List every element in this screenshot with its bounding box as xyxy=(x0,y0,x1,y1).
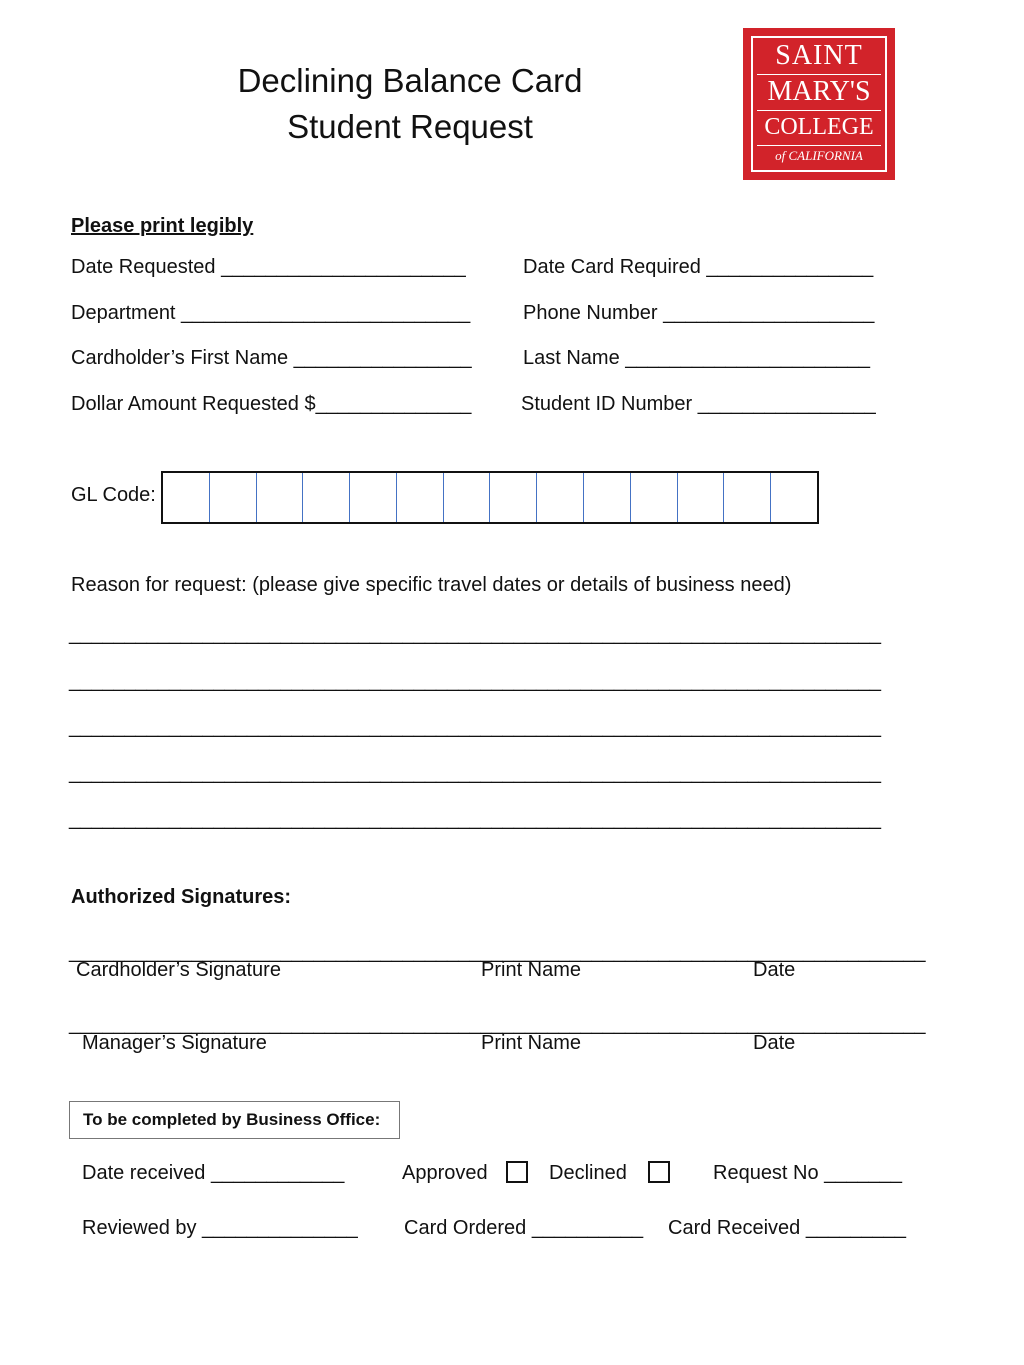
date-received-field[interactable]: Date received ____________ xyxy=(82,1162,345,1184)
business-office-heading: To be completed by Business Office: xyxy=(83,1110,381,1129)
gl-code-cell[interactable] xyxy=(350,473,397,522)
date-label: Date xyxy=(753,1032,796,1054)
gl-code-cell[interactable] xyxy=(397,473,444,522)
gl-code-label: GL Code: xyxy=(71,484,156,506)
logo-text-saint: SAINT xyxy=(775,40,863,71)
print-name-label: Print Name xyxy=(481,959,582,981)
reason-line[interactable]: _________________________________________________________________________ xyxy=(69,670,881,692)
gl-code-cell[interactable] xyxy=(724,473,771,522)
card-received-field[interactable]: Card Received _________ xyxy=(668,1217,906,1239)
gl-code-cell[interactable] xyxy=(490,473,537,522)
page-subtitle: Student Request xyxy=(287,108,533,145)
gl-code-cell[interactable] xyxy=(444,473,491,522)
approved-label: Approved xyxy=(402,1162,488,1184)
dollar-amount-field[interactable]: Dollar Amount Requested $______________ xyxy=(71,393,472,415)
manager-signature-label: Manager’s Signature xyxy=(82,1032,267,1054)
date-card-required-field[interactable]: Date Card Required _______________ xyxy=(523,256,874,278)
gl-code-cell[interactable] xyxy=(678,473,725,522)
gl-code-cell[interactable] xyxy=(303,473,350,522)
reason-label: Reason for request: (please give specific travel dates or details of business need) xyxy=(71,574,792,596)
request-no-field[interactable]: Request No _______ xyxy=(713,1162,903,1184)
student-id-field[interactable]: Student ID Number ________________ xyxy=(521,393,876,415)
first-name-field[interactable]: Cardholder’s First Name ________________ xyxy=(71,347,472,369)
logo-text-california: of CALIFORNIA xyxy=(775,148,863,163)
reason-line[interactable]: _________________________________________________________________________ xyxy=(69,716,881,738)
gl-code-cell[interactable] xyxy=(257,473,304,522)
signatures-heading: Authorized Signatures: xyxy=(71,886,292,908)
logo-rule xyxy=(757,110,881,111)
logo-text-college: COLLEGE xyxy=(764,114,874,140)
reason-line[interactable]: _________________________________________________________________________ xyxy=(69,762,881,784)
declined-label: Declined xyxy=(549,1162,627,1184)
date-requested-field[interactable]: Date Requested ______________________ xyxy=(71,256,466,278)
last-name-field[interactable]: Last Name ______________________ xyxy=(523,347,870,369)
gl-code-cell[interactable] xyxy=(771,473,817,522)
cardholder-signature-label: Cardholder’s Signature xyxy=(76,959,281,981)
approved-checkbox[interactable] xyxy=(506,1161,528,1183)
gl-code-cell[interactable] xyxy=(584,473,631,522)
declined-checkbox[interactable] xyxy=(648,1161,670,1183)
date-label: Date xyxy=(753,959,796,981)
business-office-box xyxy=(69,1101,400,1139)
logo-rule xyxy=(757,145,881,146)
print-notice: Please print legibly xyxy=(71,215,254,237)
card-ordered-field[interactable]: Card Ordered __________ xyxy=(404,1217,644,1239)
cardholder-signature-line[interactable]: _____________________________________________________________________________ xyxy=(69,941,926,963)
logo-rule xyxy=(757,74,881,75)
department-field[interactable]: Department __________________________ xyxy=(71,302,471,324)
reason-line[interactable]: _________________________________________________________________________ xyxy=(69,623,881,645)
reason-line[interactable]: _________________________________________________________________________ xyxy=(69,808,881,830)
gl-code-grid[interactable] xyxy=(161,471,819,524)
manager-signature-line[interactable]: _____________________________________________________________________________ xyxy=(69,1013,926,1035)
reviewed-by-field[interactable]: Reviewed by ______________ xyxy=(82,1217,358,1239)
print-name-label: Print Name xyxy=(481,1032,582,1054)
gl-code-cell[interactable] xyxy=(537,473,584,522)
college-logo xyxy=(743,28,895,180)
page-title: Declining Balance Card xyxy=(237,62,583,99)
gl-code-cell[interactable] xyxy=(163,473,210,522)
gl-code-cell[interactable] xyxy=(631,473,678,522)
phone-number-field[interactable]: Phone Number ___________________ xyxy=(523,302,875,324)
logo-text-marys: MARY'S xyxy=(767,76,871,107)
gl-code-cell[interactable] xyxy=(210,473,257,522)
